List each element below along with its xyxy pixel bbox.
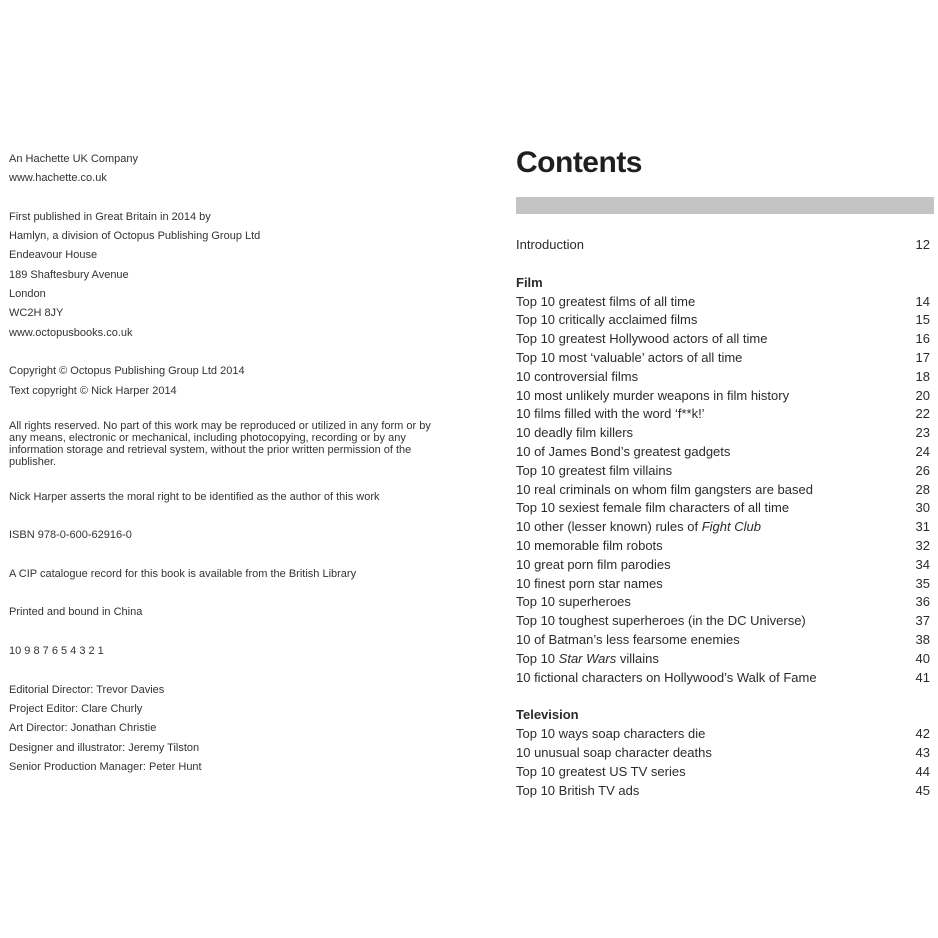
printed-line: Printed and bound in China [9, 606, 143, 619]
credit-line: Project Editor: Clare Churly [9, 702, 143, 715]
toc-entry[interactable] [516, 349, 930, 368]
publisher-block [9, 150, 439, 189]
toc-entry[interactable] [516, 575, 930, 594]
toc-page-number: 17 [915, 349, 930, 365]
toc-page-number: 12 [915, 237, 930, 252]
toc-entry-text: Top 10 greatest film villains [516, 462, 673, 478]
toc-entry[interactable] [516, 556, 930, 575]
toc-entry[interactable] [516, 612, 930, 631]
toc-entry-text: Top 10 greatest US TV series [516, 763, 686, 779]
toc-entry[interactable] [516, 782, 930, 801]
toc-entry[interactable] [516, 763, 930, 782]
toc-entry-text: 10 of Batman’s less fearsome enemies [516, 631, 740, 647]
toc-entry-label [516, 556, 671, 575]
toc-page-number: 14 [915, 293, 930, 309]
toc-entry-label [516, 462, 672, 481]
toc-entry-label [516, 782, 639, 801]
toc-entry-text: Top 10 most ‘valuable’ actors of all time [516, 349, 743, 365]
toc-entry[interactable] [516, 405, 930, 424]
toc-entry-label [516, 424, 633, 443]
toc-page-number: 34 [915, 556, 930, 572]
imprint-line: An Hachette UK Company [9, 153, 139, 165]
toc-entry[interactable] [516, 499, 930, 518]
imprint-line: www.octopusbooks.co.uk [9, 326, 133, 339]
toc-entry-label [516, 481, 813, 500]
toc-page-number: 38 [915, 631, 930, 647]
toc-page-number: 41 [915, 669, 930, 685]
toc-entry[interactable] [516, 236, 930, 255]
toc-entry[interactable] [516, 537, 930, 556]
toc-page-number: 23 [915, 425, 930, 441]
toc-page-number: 24 [915, 443, 930, 459]
toc-entry-italic-title: Fight Club [701, 519, 761, 535]
toc-entry[interactable] [516, 650, 930, 669]
first-published-block [9, 208, 439, 343]
toc-page-number: 43 [915, 744, 930, 760]
toc-entry-text: 10 of James Bond’s greatest gadgets [516, 443, 731, 459]
credit-line: Senior Production Manager: Peter Hunt [9, 760, 202, 773]
toc-entry-label [516, 631, 740, 650]
toc-entry-text: Top 10 ways soap characters die [516, 726, 706, 742]
toc-entry[interactable] [516, 462, 930, 481]
toc-entry[interactable] [516, 368, 930, 387]
toc-entry-text: 10 great porn film parodies [516, 556, 671, 572]
toc-entry-text: 10 memorable film robots [516, 537, 663, 553]
toc-page-number: 26 [915, 462, 930, 478]
toc-entry-text: 10 finest porn star names [516, 575, 663, 591]
toc-entry-text: 10 most unlikely murder weapons in film history [516, 387, 790, 403]
title-rule [516, 197, 934, 214]
toc-entry-label [516, 744, 712, 763]
toc-entry-text: Top 10 British TV ads [516, 782, 640, 798]
toc-entry-label [516, 443, 730, 462]
toc-entry-label [516, 575, 663, 594]
toc-page-number: 30 [915, 500, 930, 516]
toc-page-number: 20 [915, 387, 930, 403]
toc-page-number: 44 [915, 763, 930, 779]
toc-entry-text: 10 other (lesser known) rules of [516, 519, 702, 535]
toc-entry[interactable] [516, 481, 930, 500]
table-of-contents [516, 236, 930, 800]
toc-entry[interactable] [516, 293, 930, 312]
toc-page-number: 37 [915, 613, 930, 629]
toc-page-number: 32 [915, 537, 930, 553]
toc-entry-italic-title: Star Wars [558, 650, 617, 666]
toc-entry[interactable] [516, 330, 930, 349]
credit-line: Editorial Director: Trevor Davies [9, 683, 165, 696]
imprint-line: Copyright © Octopus Publishing Group Ltd 2014 [9, 365, 245, 378]
toc-entry-text: 10 fictional characters on Hollywood’s Walk of Fame [516, 669, 817, 685]
credit-line: Designer and illustrator: Jeremy Tilston [9, 741, 200, 754]
toc-page-number: 18 [915, 368, 930, 384]
toc-page-number: 28 [915, 481, 930, 497]
section-heading: Film [516, 274, 543, 290]
toc-entry-label [516, 612, 806, 631]
toc-entry-label [516, 311, 697, 330]
toc-entry-text: villains [616, 650, 659, 666]
imprint-line: www.hachette.co.uk [9, 172, 107, 185]
toc-page-number: 36 [915, 594, 930, 610]
imprint-page [9, 150, 439, 777]
toc-entry-label [516, 725, 705, 744]
toc-entry-text: Top 10 greatest Hollywood actors of all time [516, 331, 768, 347]
toc-entry-label [516, 593, 631, 612]
toc-entry[interactable] [516, 725, 930, 744]
toc-page-number: 42 [915, 726, 930, 742]
imprint-line: Text copyright © Nick Harper 2014 [9, 384, 177, 397]
toc-page-number: 22 [915, 406, 930, 422]
imprint-line: Endeavour House [9, 249, 98, 262]
toc-entry[interactable] [516, 631, 930, 650]
toc-page-number: 15 [915, 312, 930, 328]
toc-entry-text: 10 films filled with the word ‘f**k!’ [516, 406, 705, 422]
toc-entry-label [516, 349, 742, 368]
imprint-line: 189 Shaftesbury Avenue [9, 268, 129, 281]
toc-entry-label [516, 330, 767, 349]
toc-page-number: 40 [915, 650, 930, 666]
toc-page-number: 35 [915, 575, 930, 591]
toc-entry-label [516, 669, 817, 688]
toc-page-number: 31 [915, 519, 930, 535]
copyright-block [9, 362, 439, 401]
toc-entry[interactable] [516, 311, 930, 330]
toc-entry[interactable] [516, 424, 930, 443]
isbn-line: ISBN 978-0-600-62916-0 [9, 529, 132, 542]
toc-entry[interactable] [516, 387, 930, 406]
toc-entry-text: Top 10 critically acclaimed films [516, 312, 698, 328]
toc-entry-label [516, 405, 705, 424]
toc-entry[interactable] [516, 593, 930, 612]
toc-page-number: 45 [915, 782, 930, 798]
toc-entry-text: Top 10 sexiest female film characters of all time [516, 500, 790, 516]
moral-rights-line: Nick Harper asserts the moral right to be identified as the author of this work [9, 490, 380, 503]
toc-entry-label [516, 387, 789, 406]
toc-entry[interactable] [516, 518, 930, 537]
toc-entry-text: 10 deadly film killers [516, 425, 634, 441]
print-number-line: 10 9 8 7 6 5 4 3 2 1 [9, 645, 104, 658]
cip-line: A CIP catalogue record for this book is available from the British Library [9, 567, 357, 580]
imprint-line: Hamlyn, a division of Octopus Publishing Group Ltd [9, 230, 261, 243]
section-heading: Television [516, 707, 579, 723]
credit-line: Art Director: Jonathan Christie [9, 722, 157, 735]
toc-entry[interactable] [516, 443, 930, 462]
credits-block [9, 681, 439, 777]
toc-entry-label [516, 763, 686, 782]
toc-entry-text: Top 10 [516, 650, 559, 666]
toc-entry-label [516, 650, 659, 669]
toc-entry-label [516, 499, 789, 518]
toc-entry[interactable] [516, 744, 930, 763]
toc-entry-text: 10 unusual soap character deaths [516, 744, 712, 760]
toc-entry-label [516, 537, 663, 556]
imprint-line: London [9, 288, 46, 301]
imprint-line: First published in Great Britain in 2014 by [9, 210, 211, 223]
toc-entry-text: Top 10 superheroes [516, 594, 631, 610]
toc-entry-text: Top 10 greatest films of all time [516, 293, 696, 309]
toc-entry[interactable] [516, 669, 930, 688]
toc-entry-text: 10 real criminals on whom film gangsters are based [516, 481, 813, 497]
toc-entry-text: Top 10 toughest superheroes (in the DC Universe) [516, 613, 806, 629]
toc-entry-label: Introduction [516, 237, 584, 252]
imprint-line: WC2H 8JY [9, 307, 64, 320]
toc-page-number: 16 [915, 331, 930, 347]
toc-entry-label [516, 368, 638, 387]
toc-entry-text: 10 controversial films [516, 368, 639, 384]
page-title: Contents [516, 146, 642, 179]
toc-entry-label [516, 293, 695, 312]
rights-notice: All rights reserved. No part of this work may be reproduced or utilized in any form or by any means, electronic or mechanical, including photocopying, recording or by any information storage and retrieval system, without the prior written permission of the publisher. [9, 419, 431, 469]
toc-entry-label [516, 518, 761, 537]
